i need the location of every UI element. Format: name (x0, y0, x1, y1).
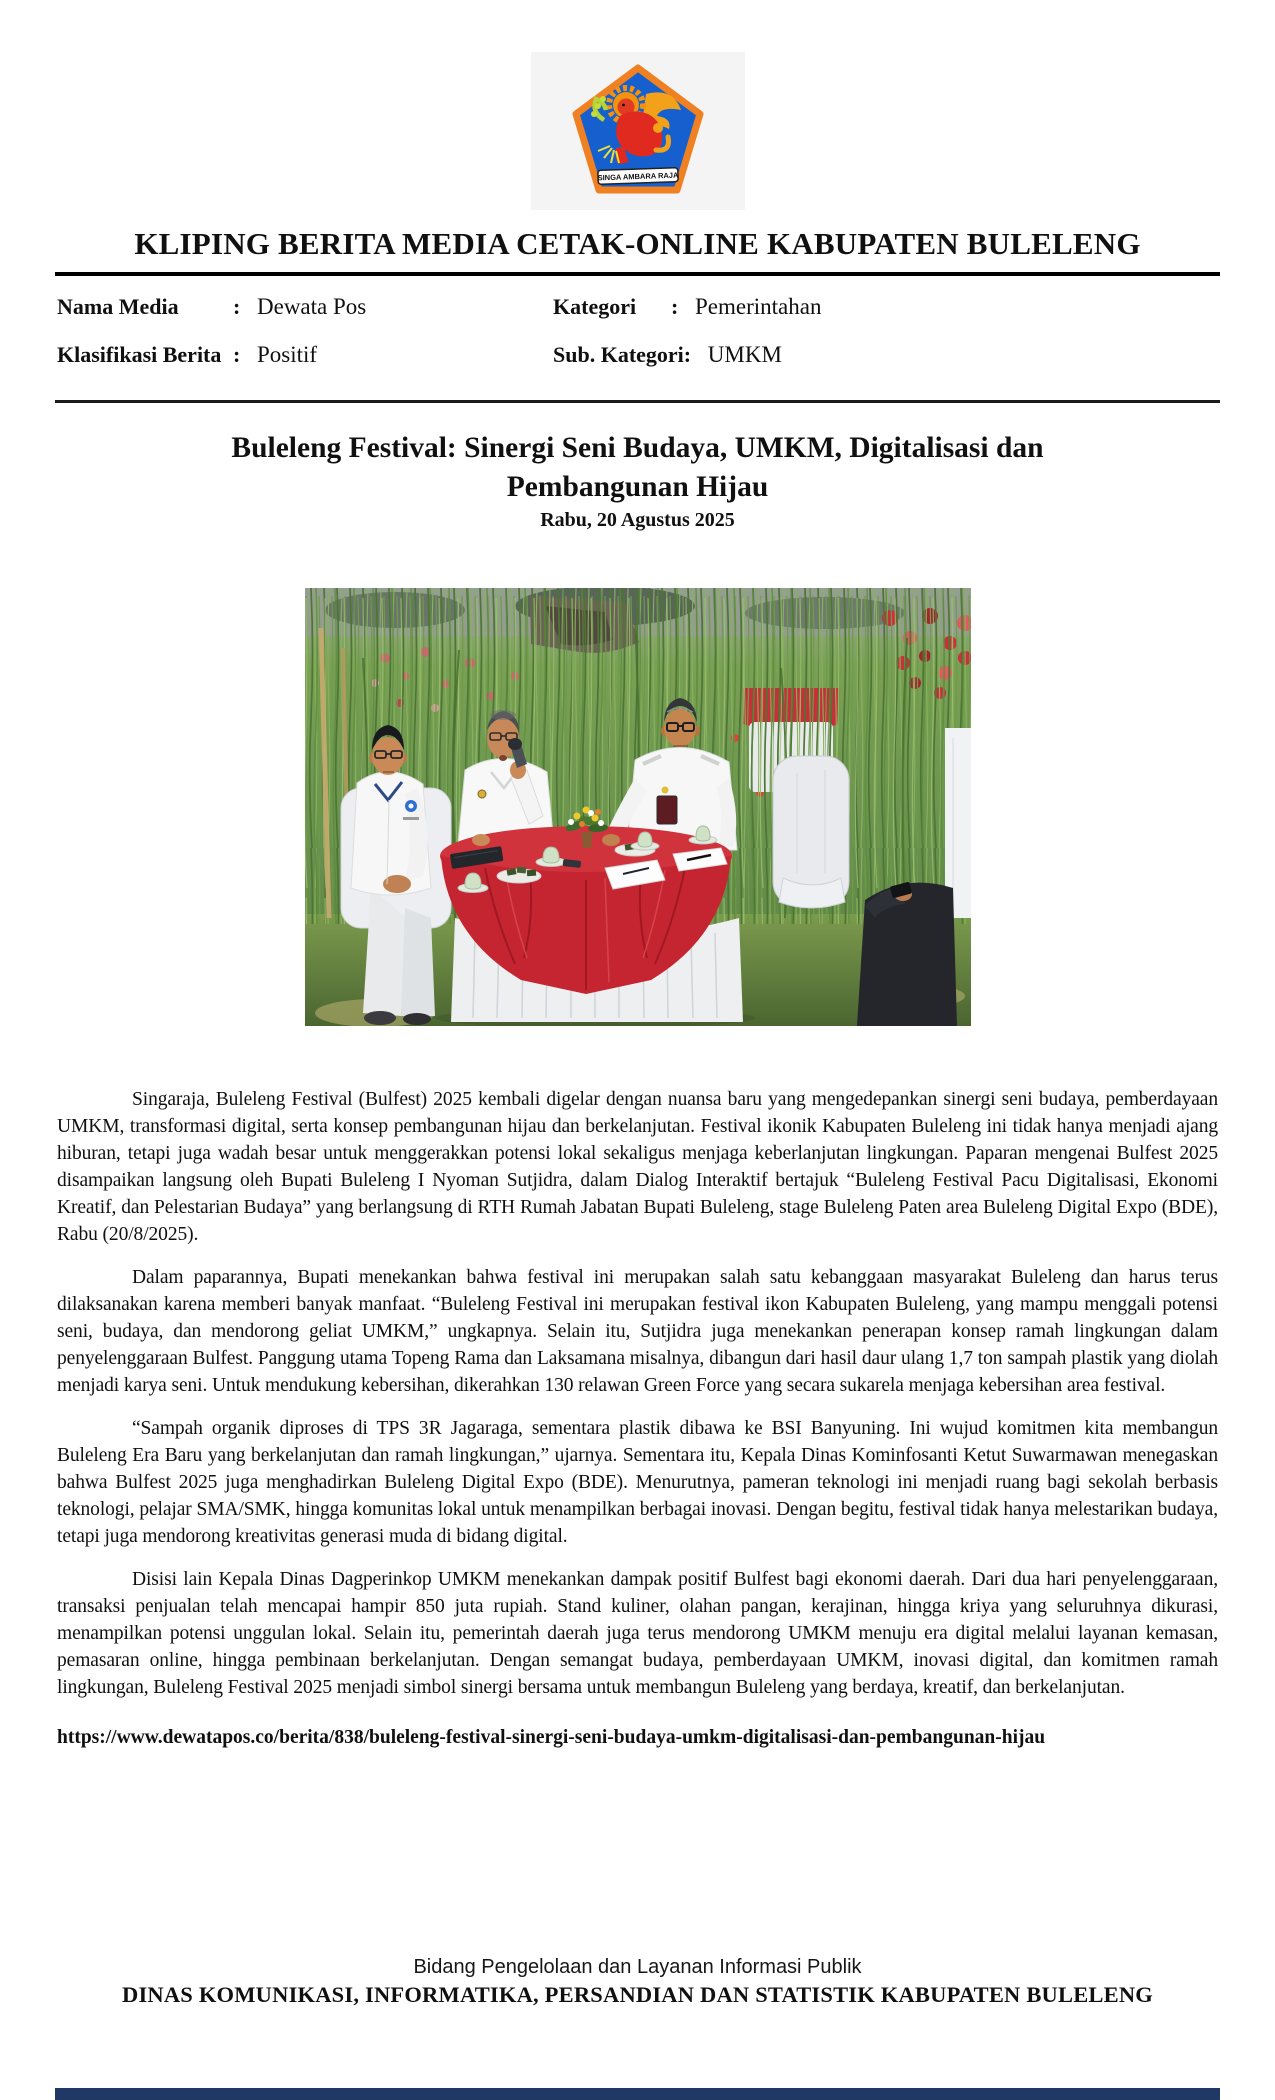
kategori-label: Kategori (553, 294, 637, 319)
meta-row-klasifikasi (57, 342, 553, 368)
klasifikasi-label: Klasifikasi Berita (57, 342, 222, 367)
kategori-colon: : (671, 294, 679, 319)
paragraph-1: Singaraja, Buleleng Festival (Bulfest) 2025 kembali digelar dengan nuansa baru yang mengedepankan sinergi seni budaya, pemberdayaan UMKM, transformasi digital, serta konsep pembangunan hijau dan berkelanjutan. Festival ikonik Kabupaten Buleleng ini tidak hanya menjadi ajang hiburan, tetapi juga wadah besar untuk menggerakkan potensi lokal sekaligus menjaga keberlanjutan lingkungan. Paparan mengenai Bulfest 2025 disampaikan langsung oleh Bupati Buleleng I Nyoman Sutjidra, dalam Dialog Interaktif bertajuk “Buleleng Festival Pacu Digitalisasi, Ekonomi Kreatif, dan Pelestarian Budaya” yang berlangsung di RTH Rumah Jabatan Bupati Buleleng, stage Buleleng Paten area Buleleng Digital Expo (BDE), Rabu (20/8/2025). (57, 1088, 1218, 1245)
footer-agency: DINAS KOMUNIKASI, INFORMATIKA, PERSANDIAN DAN STATISTIK KABUPATEN BULELENG (122, 1982, 1153, 2007)
footer-accent-bar (55, 2088, 1220, 2100)
document-footer (0, 1956, 1275, 2008)
name-tag (657, 796, 677, 824)
footer-division: Bidang Pengelolaan dan Layanan Informasi Publik (413, 1956, 862, 1978)
meta-row-nama-media (57, 294, 553, 320)
buleleng-crest-logo (531, 52, 745, 210)
meta-row-sub-kategori (553, 342, 1218, 368)
article-photo (305, 588, 971, 1026)
sub-kategori-label: Sub. Kategori (553, 342, 684, 367)
singa-ambara-raja-crest-icon (568, 64, 708, 198)
metadata-divider (55, 400, 1220, 403)
source-url: https://www.dewatapos.co/berita/838/buleleng-festival-sinergi-seni-budaya-umkm-digitalisasi-dan-pembangunan-hijau (57, 1726, 1046, 1748)
paragraph-4: Disisi lain Kepala Dinas Dagperinkop UMKM menekankan dampak positif Bulfest bagi ekonomi daerah. Dari dua hari penyelenggaraan, transaksi penjualan telah mencapai hampir 850 juta rupiah. Stand kuliner, olahan pangan, kerajinan, hingga kriya yang seluruhnya dikurasi, menampilkan potensi unggulan lokal. Selain itu, pemerintah daerah juga terus mendorong UMKM menuju era digital melalui layanan kemasan, pemasaran online, hingga pembinaan berkelanjutan. Dengan semangat budaya, pemberdayaan UMKM, inovasi digital, dan komitmen ramah lingkungan, Buleleng Festival 2025 menjadi simbol sinergi bersama untuk membangun Buleleng yang berdaya, kreatif, dan berkelanjutan. (57, 1568, 1218, 1698)
kategori-value: Pemerintahan (695, 294, 822, 319)
nama-media-label: Nama Media (57, 294, 179, 319)
klasifikasi-colon: : (233, 342, 241, 367)
sub-kategori-value: UMKM (707, 342, 782, 367)
nama-media-value: Dewata Pos (257, 294, 367, 319)
article-title: Buleleng Festival: Sinergi Seni Budaya, UMKM, Digitalisasi dan Pembangunan Hijau (231, 432, 1044, 503)
nama-media-colon: : (233, 294, 241, 319)
paragraph-3: “Sampah organik diproses di TPS 3R Jagaraga, sementara plastik dibawa ke BSI Banyuning. Ini wujud komitmen kita membangun Buleleng Era Baru yang berkelanjutan dan ramah lingkungan,” ujarnya. Sementara itu, Kepala Dinas Kominfosanti Ketut Suwarmawan menegaskan bahwa Bulfest 2025 juga menghadirkan Buleleng Digital Expo (BDE). Menurutnya, pameran teknologi ini menjadi ruang bagi sekolah berbasis teknologi, pelajar SMA/SMK, hingga komunitas lokal untuk menampilkan berbagai inovasi. Dengan begitu, festival tidak hanya melestarikan budaya, tetapi juga mendorong kreativitas generasi muda di bidang digital. (57, 1417, 1218, 1547)
festival-table (435, 806, 755, 1026)
background-chair (773, 756, 849, 908)
article-date: Rabu, 20 Agustus 2025 (540, 508, 735, 531)
dialog-interaktif-photo (305, 588, 971, 1026)
klasifikasi-value: Positif (257, 342, 318, 367)
meta-row-kategori (553, 294, 1218, 320)
sub-kategori-colon: : (683, 342, 692, 367)
crest-banner-text: SINGA AMBARA RAJA (596, 170, 679, 183)
document-title: KLIPING BERITA MEDIA CETAK-ONLINE KABUPATEN BULELENG (134, 226, 1141, 261)
metadata-table (0, 276, 1275, 400)
paragraph-2: Dalam paparannya, Bupati menekankan bahwa festival ini merupakan salah satu kebanggaan masyarakat Buleleng dan harus terus dilaksanakan karena memberi banyak manfaat. “Buleleng Festival ini merupakan festival ikon Kabupaten Buleleng, yang mampu menggali potensi seni, budaya, dan mendorong geliat UMKM,” ungkapnya. Selain itu, Sutjidra juga menekankan penerapan konsep ramah lingkungan dalam penyelenggaraan Bulfest. Panggung utama Topeng Rama dan Laksamana misalnya, dibangun dari hasil daur ulang 1,7 ton sampah plastik yang diolah menjadi karya seni. Untuk mendukung kebersihan, dikerahkan 130 relawan Green Force yang secara sukarela menjaga kebersihan area festival. (57, 1266, 1218, 1396)
article-body (0, 1086, 1275, 1701)
